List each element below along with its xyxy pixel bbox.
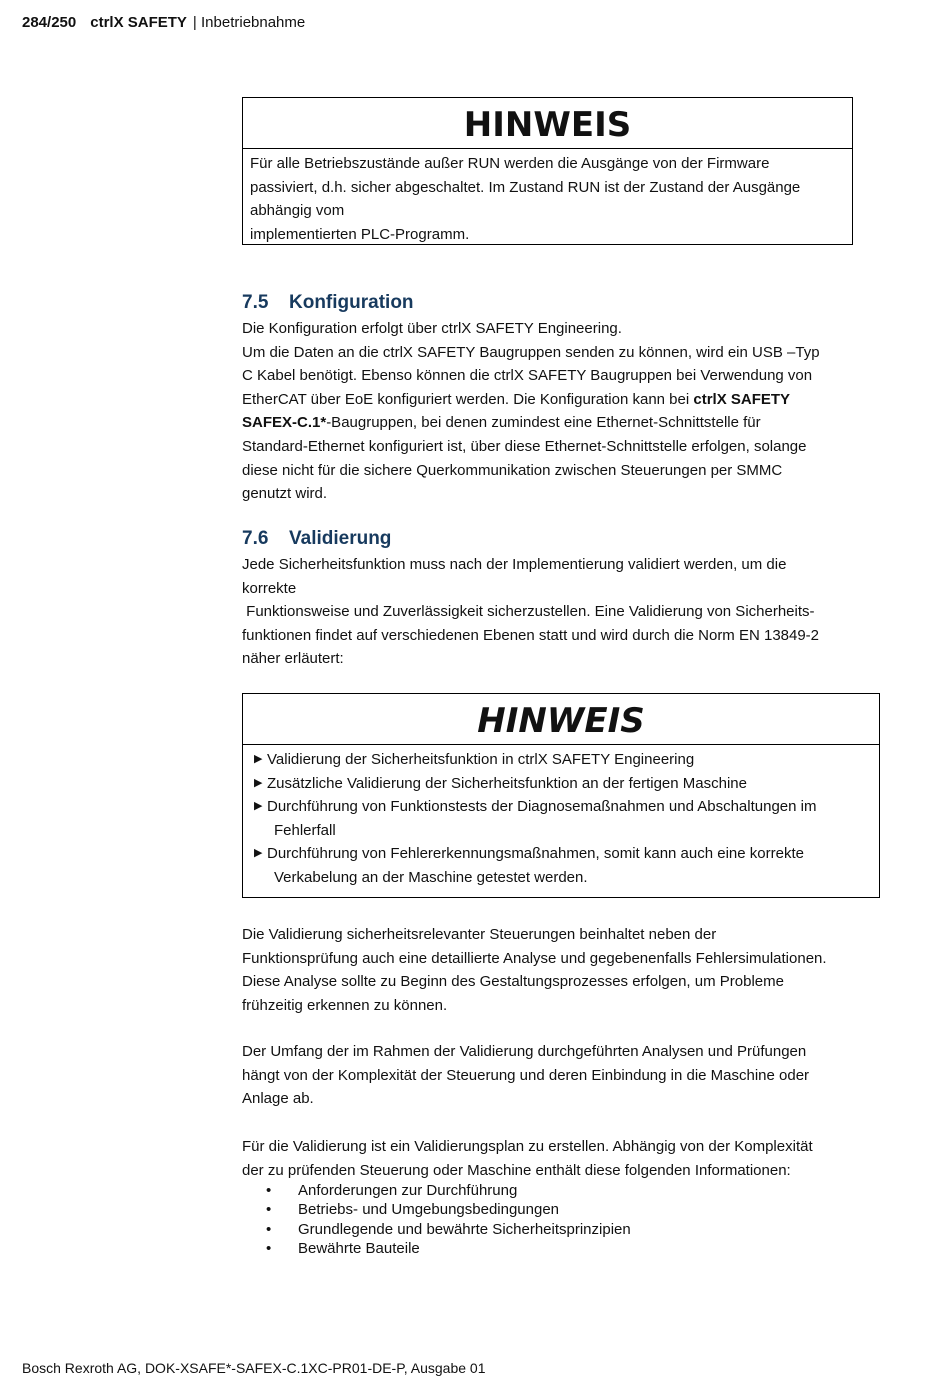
text-line: Die Validierung sicherheitsrelevanter Steuerungen beinhaltet neben der xyxy=(242,926,717,943)
notice-title: HINWEIS xyxy=(243,98,852,149)
list-item-text-cont: Fehlerfall xyxy=(274,821,336,839)
text-line: Um die Daten an die ctrlX SAFETY Baugruppen senden zu können, wird ein USB –Typ xyxy=(242,343,820,361)
text-line: Der Umfang der im Rahmen der Validierung durchgeführten Analysen und Prüfungen xyxy=(242,1043,807,1060)
section-heading-7-6 xyxy=(242,528,391,550)
text-line: diese nicht für die sichere Querkommunikation zwischen Steuerungen per SMMC xyxy=(242,461,783,479)
text-line: der zu prüfenden Steuerung oder Maschine enthält diese folgenden Informationen: xyxy=(242,1161,791,1179)
list-item xyxy=(242,1200,854,1219)
list-item-text: Bewährte Bauteile xyxy=(298,1240,420,1258)
list-item xyxy=(242,1220,854,1239)
list-item xyxy=(242,1239,854,1258)
text-line: Funktionsprüfung auch eine detaillierte Analyse und gegebenenfalls Fehlersimulationen. xyxy=(242,949,827,967)
list-item xyxy=(243,772,872,796)
list-item xyxy=(243,748,872,772)
notice-box-2 xyxy=(242,693,880,898)
text-line xyxy=(242,411,854,435)
notice-box-1 xyxy=(242,97,853,245)
text-line: frühzeitig erkennen zu können. xyxy=(242,996,448,1014)
page-number: 284/250 xyxy=(22,14,77,31)
text-line: genutzt wird. xyxy=(242,485,328,503)
text-line: näher erläutert: xyxy=(242,650,344,668)
notice-line: abhängig vom xyxy=(250,202,345,220)
list-item-text-cont: Verkabelung an der Maschine getestet werden. xyxy=(274,868,588,886)
text-line: Für die Validierung ist ein Validierungsplan zu erstellen. Abhängig von der Komplexität xyxy=(242,1138,813,1155)
list-item-text: Durchführung von Fehlererkennungsmaßnahmen, somit kann auch eine korrekte xyxy=(267,845,804,863)
text-line: Standard-Ethernet konfiguriert ist, über diese Ethernet-Schnittstelle erfolgen, solange xyxy=(242,437,807,455)
paragraph-3 xyxy=(242,1135,854,1182)
notice-line: implementierten PLC-Programm. xyxy=(250,225,470,243)
section-number: 7.6 xyxy=(242,528,269,549)
notice-line: Für alle Betriebszustände außer RUN werden die Ausgänge von der Firmware xyxy=(250,155,770,172)
text-fragment: EtherCAT über EoE konfiguriert werden. Die Konfiguration kann bei xyxy=(242,390,694,408)
section-heading-7-5 xyxy=(242,292,414,314)
text-line: Die Konfiguration erfolgt über ctrlX SAFETY Engineering. xyxy=(242,320,622,337)
bold-term: SAFEX-C.1* xyxy=(242,414,327,432)
text-line: Diese Analyse sollte zu Beginn des Gestaltungsprozesses erfolgen, um Probleme xyxy=(242,973,784,991)
text-line: Jede Sicherheitsfunktion muss nach der Implementierung validiert werden, um die xyxy=(242,556,787,573)
list-item-text: Zusätzliche Validierung der Sicherheitsfunktion an der fertigen Maschine xyxy=(267,774,747,792)
list-item-text: Durchführung von Funktionstests der Diagnosemaßnahmen und Abschaltungen im xyxy=(267,798,817,816)
text-line: hängt von der Komplexität der Steuerung und deren Einbindung in die Maschine oder xyxy=(242,1066,810,1084)
notice-body xyxy=(243,745,879,894)
notice-title: HINWEIS xyxy=(243,694,879,745)
bold-term: ctrlX SAFETY xyxy=(693,390,791,408)
list-item-text: Betriebs- und Umgebungsbedingungen xyxy=(298,1201,560,1219)
paragraph-2 xyxy=(242,1040,854,1111)
section-7-5-text xyxy=(242,317,854,506)
triangle-bullet-icon: ▶ xyxy=(254,753,263,765)
bullet-list xyxy=(242,1181,854,1259)
list-item xyxy=(243,842,872,889)
chapter-name: Inbetriebnahme xyxy=(201,14,306,31)
bullet-dot-icon: • xyxy=(266,1201,272,1219)
text-line: C Kabel benötigt. Ebenso können die ctrlX SAFETY Baugruppen bei Verwendung von xyxy=(242,367,813,385)
section-title: Validierung xyxy=(289,528,392,549)
notice-body xyxy=(243,149,852,250)
product-name: ctrlX SAFETY xyxy=(90,14,187,31)
list-item-text: Grundlegende und bewährte Sicherheitsprinzipien xyxy=(298,1220,631,1238)
list-item xyxy=(242,1181,854,1200)
text-line: korrekte xyxy=(242,579,297,597)
page-footer: Bosch Rexroth AG, DOK-XSAFE*-SAFEX-C.1XC-PR01-DE-P, Ausgabe 01 xyxy=(22,1360,486,1376)
paragraph-1 xyxy=(242,923,854,1017)
text-line: funktionen findet auf verschiedenen Ebenen statt und wird durch die Norm EN 13849-2 xyxy=(242,626,820,644)
bullet-dot-icon: • xyxy=(266,1182,272,1199)
bullet-dot-icon: • xyxy=(266,1220,272,1238)
section-title: Konfiguration xyxy=(289,292,414,313)
text-line: Anlage ab. xyxy=(242,1090,314,1108)
triangle-bullet-icon: ▶ xyxy=(254,847,263,860)
page-header xyxy=(22,14,305,31)
header-separator: | xyxy=(192,14,197,31)
bullet-dot-icon: • xyxy=(266,1240,272,1258)
list-item-text: Validierung der Sicherheitsfunktion in ctrlX SAFETY Engineering xyxy=(267,751,695,768)
list-item-text: Anforderungen zur Durchführung xyxy=(298,1182,518,1199)
section-number: 7.5 xyxy=(242,292,269,313)
text-fragment: -Baugruppen, bei denen zumindest eine Ethernet-Schnittstelle für xyxy=(326,414,761,432)
list-item xyxy=(243,795,872,842)
section-7-6-text xyxy=(242,553,854,671)
notice-list xyxy=(243,748,872,890)
triangle-bullet-icon: ▶ xyxy=(254,800,263,813)
notice-line: passiviert, d.h. sicher abgeschaltet. Im Zustand RUN ist der Zustand der Ausgänge xyxy=(250,178,801,196)
text-line: Funktionsweise und Zuverlässigkeit sicherzustellen. Eine Validierung von Sicherheits- xyxy=(242,603,815,621)
triangle-bullet-icon: ▶ xyxy=(254,776,263,789)
text-line xyxy=(242,388,854,412)
